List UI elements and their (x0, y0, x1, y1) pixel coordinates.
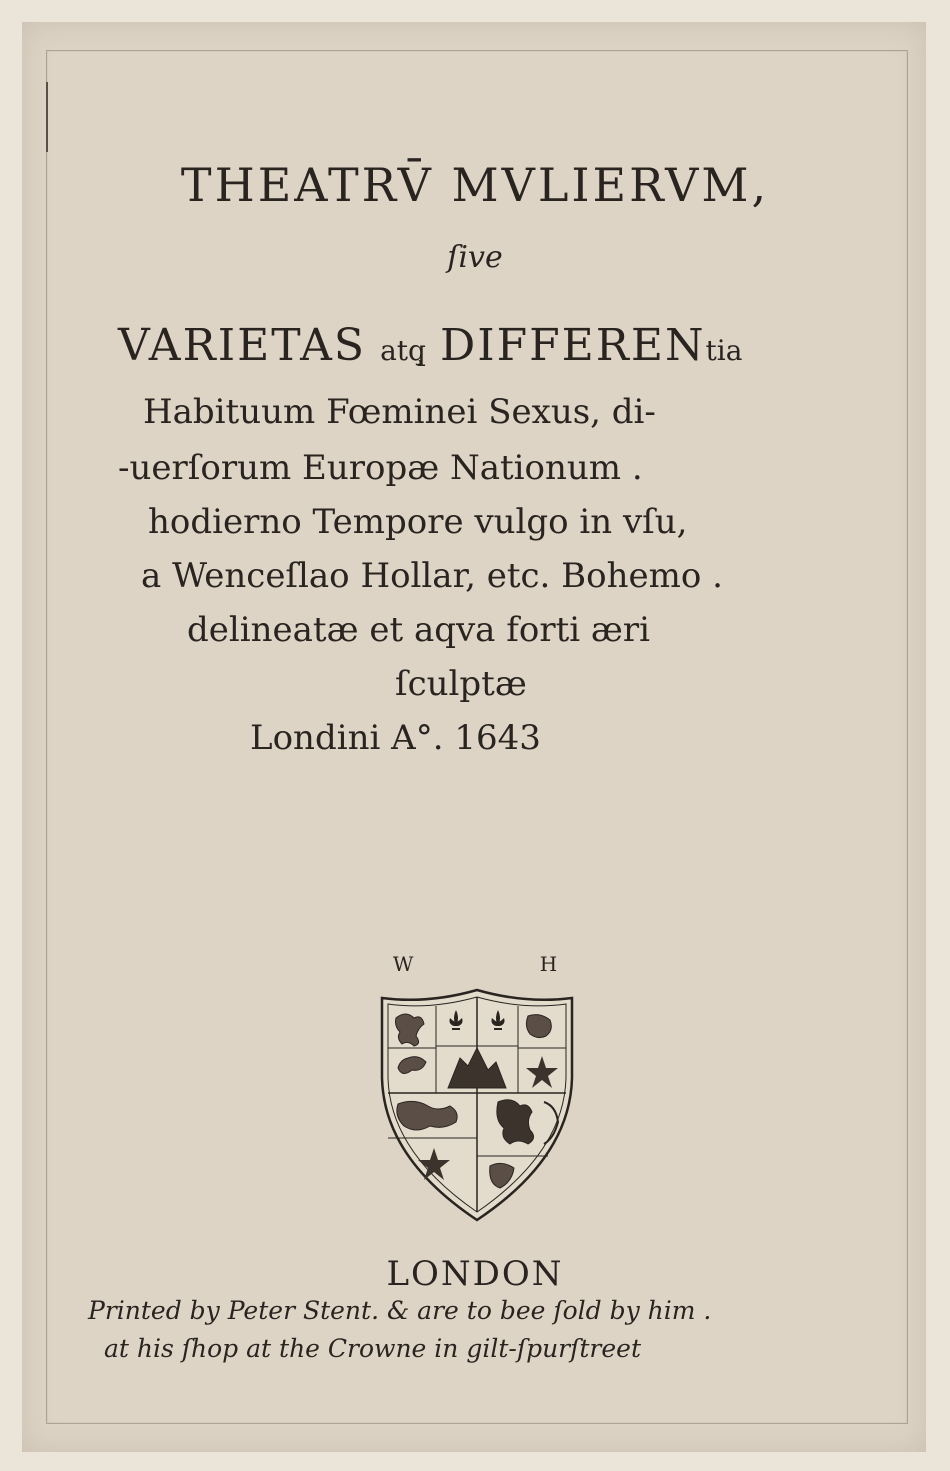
margin-rule (46, 82, 48, 152)
coat-of-arms-shield (378, 988, 576, 1224)
imprint-city: LONDON (386, 1254, 564, 1294)
title-line-1: THEATRV̄ MVLIERVM, (180, 158, 770, 212)
body-line-3-atque: atq̧ (380, 334, 426, 367)
emblem-initials: W H (392, 952, 618, 976)
body-line-3-tia: tia (705, 334, 743, 367)
imprint-line-1: Printed by Peter Stent. & are to bee ſold by him . (88, 1296, 712, 1325)
body-line-5: -uerſorum Europæ Nationum . (118, 448, 643, 488)
body-line-3-differen: DIFFEREN (439, 320, 706, 371)
body-line-4: Habituum Fœminei Sexus, di- (143, 392, 656, 432)
body-line-6: hodierno Tempore vulgo in vſu, (148, 502, 688, 542)
body-line-3-varietas: VARIETAS (118, 320, 367, 371)
shield-icon (378, 988, 576, 1224)
imprint-line-2: at his ſhop at the Crowne in gilt-ſpurſtreet (104, 1334, 642, 1363)
body-line-10: Londini A°. 1643 (250, 718, 541, 758)
body-line-7: a Wenceſlao Hollar, etc. Bohemo . (141, 556, 723, 596)
body-line-9: ſculptæ (395, 664, 527, 704)
body-line-3 (118, 320, 878, 371)
title-line-2: ſive (447, 240, 503, 275)
body-line-8: delineatæ et aqva forti æri (187, 610, 651, 650)
